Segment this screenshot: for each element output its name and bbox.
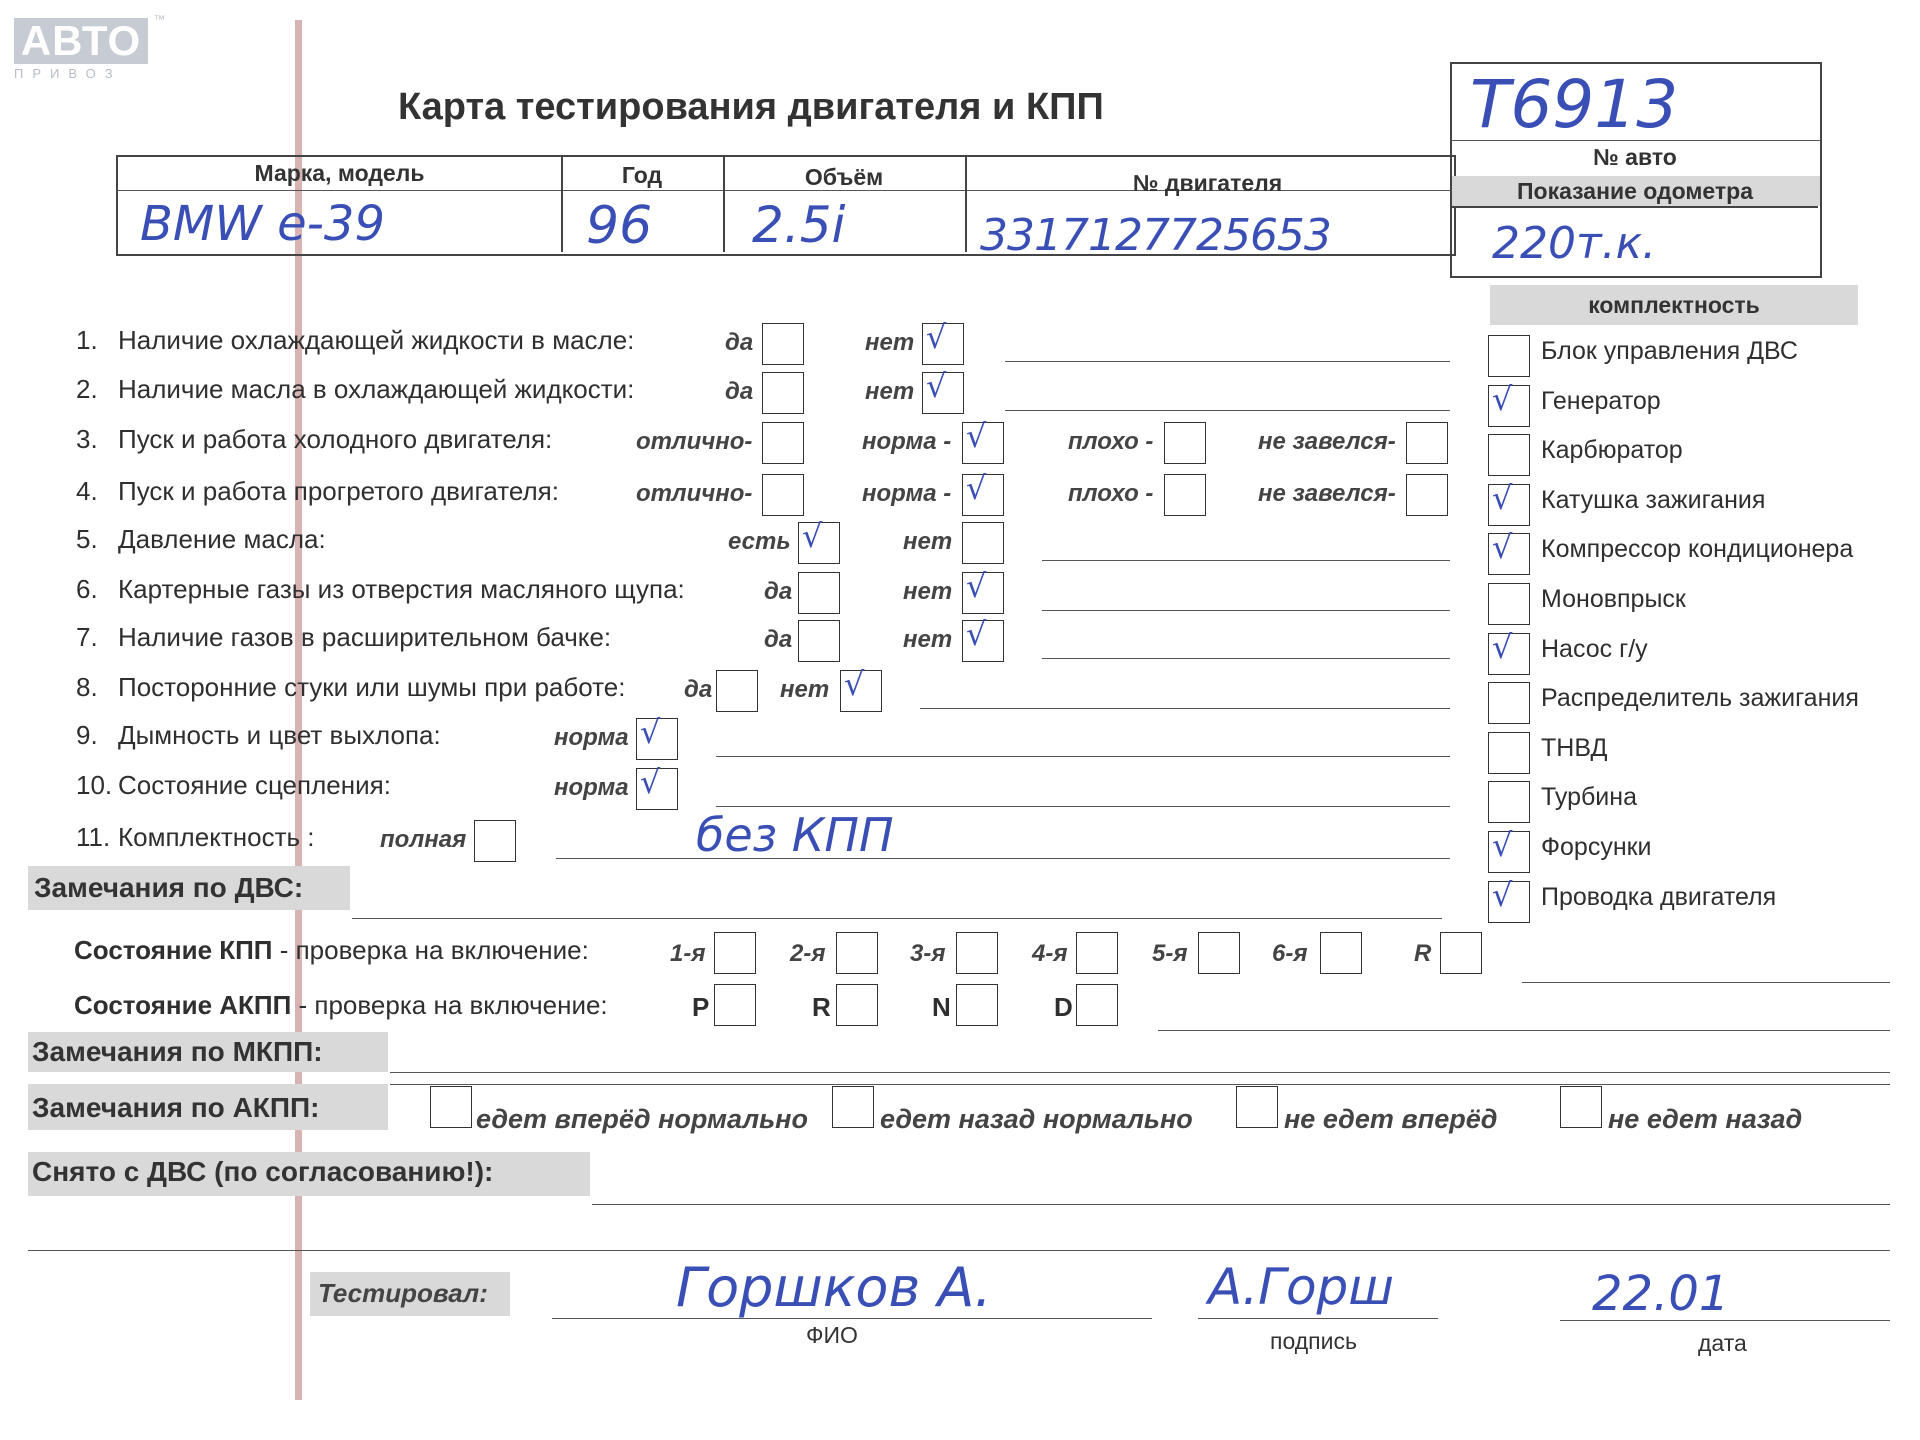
gear-checkbox[interactable]: [956, 932, 998, 974]
completeness-item: Насос г/у: [1541, 634, 1648, 663]
question-number: 3.: [76, 424, 98, 454]
option-checkbox[interactable]: [962, 522, 1004, 564]
option-label: нет: [865, 329, 915, 356]
gear-label: 2-я: [790, 940, 826, 967]
akpp-line[interactable]: [1158, 1030, 1890, 1031]
option-checkbox[interactable]: [762, 323, 804, 365]
remarks-akpp-label: Замечания по АКПП:: [32, 1092, 320, 1123]
page-title: Карта тестирования двигателя и КПП: [398, 86, 1104, 128]
akpp-position-label: R: [812, 992, 831, 1022]
check-mark-icon: √: [966, 615, 987, 653]
option-checkbox[interactable]: [762, 422, 804, 464]
answer-line[interactable]: [1005, 361, 1450, 362]
question-text: Наличие охлаждающей жидкости в масле:: [118, 325, 635, 355]
kpp-line[interactable]: [1522, 982, 1890, 983]
question-number: 6.: [76, 574, 98, 604]
option-label: норма: [554, 774, 629, 801]
col-volume: Объём: [804, 164, 884, 190]
gear-label: 1-я: [670, 940, 706, 967]
check-mark-icon: √: [640, 763, 661, 801]
question-text: Дымность и цвет выхлопа:: [118, 720, 441, 750]
answer-line[interactable]: [716, 756, 1450, 757]
option-label: да: [725, 329, 754, 356]
gear-checkbox[interactable]: [1440, 932, 1482, 974]
option-label: норма -: [862, 480, 952, 507]
check-mark-icon: √: [926, 367, 947, 405]
option-label: отлично-: [636, 428, 753, 455]
gear-checkbox[interactable]: [836, 932, 878, 974]
question-number: 1.: [76, 325, 98, 355]
akpp-remark-checkbox[interactable]: [430, 1086, 472, 1128]
year-value: 96: [586, 196, 653, 256]
akpp-position-checkbox[interactable]: [956, 984, 998, 1026]
akpp-remark-label: едет назад нормально: [880, 1104, 1193, 1134]
removed-line[interactable]: [592, 1204, 1890, 1205]
gear-checkbox[interactable]: [1198, 932, 1240, 974]
check-mark-icon: √: [1492, 379, 1513, 418]
option-label: нет: [903, 626, 953, 653]
completeness-checkbox[interactable]: [1488, 434, 1530, 476]
gear-checkbox[interactable]: [1320, 932, 1362, 974]
check-mark-icon: √: [966, 567, 987, 605]
gear-checkbox[interactable]: [1076, 932, 1118, 974]
completeness-item: ТНВД: [1541, 733, 1608, 762]
akpp-position-label: D: [1054, 992, 1073, 1022]
option-checkbox[interactable]: [798, 572, 840, 614]
option-label: да: [764, 578, 793, 605]
question-text: Давление масла:: [118, 524, 326, 554]
akpp-position-checkbox[interactable]: [836, 984, 878, 1026]
completeness-checkbox[interactable]: [1488, 583, 1530, 625]
option-label: полная: [380, 826, 467, 853]
signature-caption: подпись: [1270, 1328, 1357, 1354]
option-label: нет: [865, 378, 915, 405]
question-text: Картерные газы из отверстия масляного щупа:: [118, 574, 685, 604]
check-mark-icon: √: [802, 517, 823, 555]
date-caption: дата: [1698, 1330, 1747, 1356]
question-text: Пуск и работа холодного двигателя:: [118, 424, 553, 454]
completeness-item: Моновпрыск: [1541, 585, 1686, 613]
akpp-remark-checkbox[interactable]: [1236, 1086, 1278, 1128]
remarks-engine-line[interactable]: [352, 918, 1442, 919]
completeness-checkbox[interactable]: [1488, 682, 1530, 724]
completeness-title: комплектность: [1588, 292, 1760, 318]
completeness-item: Распределитель зажигания: [1541, 684, 1859, 713]
question-number: 7.: [76, 622, 98, 652]
logo-main: АВТО: [14, 18, 148, 64]
question-text: Посторонние стуки или шумы при работе:: [118, 672, 626, 702]
akpp-label: Состояние АКПП - проверка на включение:: [74, 990, 608, 1020]
gear-label: 4-я: [1032, 940, 1068, 967]
remarks-mkpp-label: Замечания по МКПП:: [32, 1036, 323, 1067]
option-label: нет: [903, 578, 953, 605]
completeness-note: без КПП: [696, 808, 894, 862]
signature-value: А.Горш: [1208, 1258, 1395, 1316]
option-checkbox[interactable]: [762, 372, 804, 414]
option-label: да: [764, 626, 793, 653]
gear-label: R: [1414, 940, 1432, 967]
question-text: Состояние сцепления:: [118, 770, 391, 800]
question-number: 4.: [76, 476, 98, 506]
completeness-item: Генератор: [1541, 386, 1661, 415]
answer-line[interactable]: [1042, 610, 1450, 611]
col-odometer: Показание одометра: [1517, 178, 1753, 204]
make-model-value: BMW e-39: [140, 196, 385, 252]
akpp-remark-label: едет вперёд нормально: [476, 1104, 808, 1134]
completeness-item: Турбина: [1541, 783, 1637, 812]
question-number: 10.: [76, 770, 113, 800]
check-mark-icon: √: [844, 665, 865, 703]
engine-number-value: 3317127725653: [980, 210, 1331, 261]
completeness-item: Катушка зажигания: [1541, 485, 1766, 514]
check-mark-icon: √: [1492, 826, 1513, 864]
check-mark-icon: √: [1492, 528, 1513, 567]
answer-line[interactable]: [1005, 410, 1450, 411]
question-number: 9.: [76, 720, 98, 750]
col-engine-number: № двигателя: [1132, 170, 1283, 196]
check-mark-icon: √: [966, 469, 987, 507]
completeness-checkbox[interactable]: [1488, 732, 1530, 774]
completeness-item: Блок управления ДВС: [1541, 337, 1798, 365]
brand-logo: [14, 14, 165, 81]
gear-label: 5-я: [1152, 940, 1188, 967]
option-label: нет: [903, 528, 953, 555]
option-label: норма: [554, 724, 629, 751]
tested-label: Тестировал:: [318, 1278, 488, 1308]
completeness-item: Форсунки: [1541, 833, 1652, 861]
name-caption: ФИО: [806, 1322, 858, 1348]
akpp-position-label: P: [692, 992, 710, 1022]
completeness-item: Компрессор кондиционера: [1541, 535, 1854, 564]
option-checkbox[interactable]: [1164, 422, 1206, 464]
removed-line-2[interactable]: [28, 1250, 1890, 1251]
option-checkbox[interactable]: [1164, 474, 1206, 516]
akpp-remark-checkbox[interactable]: [1560, 1086, 1602, 1128]
logo-trademark: ™: [154, 14, 165, 26]
question-text: Пуск и работа прогретого двигателя:: [118, 476, 559, 506]
completeness-checkbox[interactable]: [1488, 781, 1530, 823]
answer-line[interactable]: [556, 858, 1450, 859]
akpp-position-label: N: [932, 992, 951, 1022]
gear-checkbox[interactable]: [714, 932, 756, 974]
question-number: 2.: [76, 374, 98, 404]
option-label: есть: [728, 528, 791, 555]
option-label: плохо -: [1068, 428, 1154, 455]
option-label: плохо -: [1068, 480, 1154, 507]
completeness-checkbox[interactable]: [1488, 335, 1530, 377]
question-text: Комплектность :: [118, 822, 315, 852]
gear-label: 6-я: [1272, 940, 1308, 967]
option-checkbox[interactable]: [798, 620, 840, 662]
answer-line[interactable]: [716, 806, 1450, 807]
check-mark-icon: √: [640, 713, 661, 751]
akpp-remark-label: не едет вперёд: [1284, 1104, 1498, 1134]
car-number-label: № авто: [1593, 144, 1677, 170]
check-mark-icon: √: [926, 318, 947, 356]
answer-line[interactable]: [1042, 658, 1450, 659]
date-value: 22.01: [1592, 1266, 1730, 1322]
removed-label: Снято с ДВС (по согласованию!):: [32, 1156, 494, 1187]
signature-line[interactable]: [1198, 1318, 1438, 1319]
question-number: 8.: [76, 672, 98, 702]
akpp-position-checkbox[interactable]: [1076, 984, 1118, 1026]
logo-sub: ПРИВОЗ: [14, 66, 122, 81]
gear-label: 3-я: [910, 940, 946, 967]
option-label: не завелся-: [1258, 428, 1396, 455]
option-label: норма -: [862, 428, 952, 455]
akpp-remark-label: не едет назад: [1608, 1104, 1803, 1134]
answer-line[interactable]: [1042, 560, 1450, 561]
car-number-value: Т6913: [1470, 66, 1679, 143]
completeness-item: Проводка двигателя: [1541, 882, 1777, 911]
check-mark-icon: √: [966, 417, 987, 455]
option-label: отлично-: [636, 480, 753, 507]
akpp-position-checkbox[interactable]: [714, 984, 756, 1026]
option-checkbox[interactable]: [762, 474, 804, 516]
odometer-value: 220т.к.: [1492, 218, 1657, 269]
volume-value: 2.5i: [752, 196, 846, 254]
option-checkbox[interactable]: [474, 820, 516, 862]
option-checkbox[interactable]: [1406, 422, 1448, 464]
question-text: Наличие газов в расширительном бачке:: [118, 622, 612, 652]
remarks-mkpp-line-2[interactable]: [390, 1084, 1890, 1085]
question-text: Наличие масла в охлаждающей жидкости:: [118, 374, 635, 404]
option-checkbox[interactable]: [1406, 474, 1448, 516]
question-number: 11.: [76, 822, 111, 852]
name-value: Горшков А.: [676, 1256, 992, 1319]
akpp-remark-checkbox[interactable]: [832, 1086, 874, 1128]
option-checkbox[interactable]: [716, 670, 758, 712]
remarks-mkpp-line[interactable]: [390, 1072, 1890, 1073]
check-mark-icon: √: [1492, 875, 1513, 914]
check-mark-icon: √: [1492, 478, 1513, 517]
option-label: да: [725, 378, 754, 405]
col-make-model: Марка, модель: [254, 160, 425, 186]
question-number: 5.: [76, 524, 98, 554]
option-label: да: [684, 676, 713, 703]
completeness-item: Карбюратор: [1541, 436, 1683, 465]
remarks-engine-label: Замечания по ДВС:: [34, 872, 304, 903]
col-year: Год: [621, 162, 663, 188]
check-mark-icon: √: [1492, 627, 1513, 666]
option-label: не завелся-: [1258, 480, 1396, 507]
kpp-label: Состояние КПП - проверка на включение:: [74, 935, 589, 965]
option-label: нет: [780, 676, 830, 703]
odometer-divider: [1452, 206, 1818, 208]
answer-line[interactable]: [920, 708, 1450, 709]
